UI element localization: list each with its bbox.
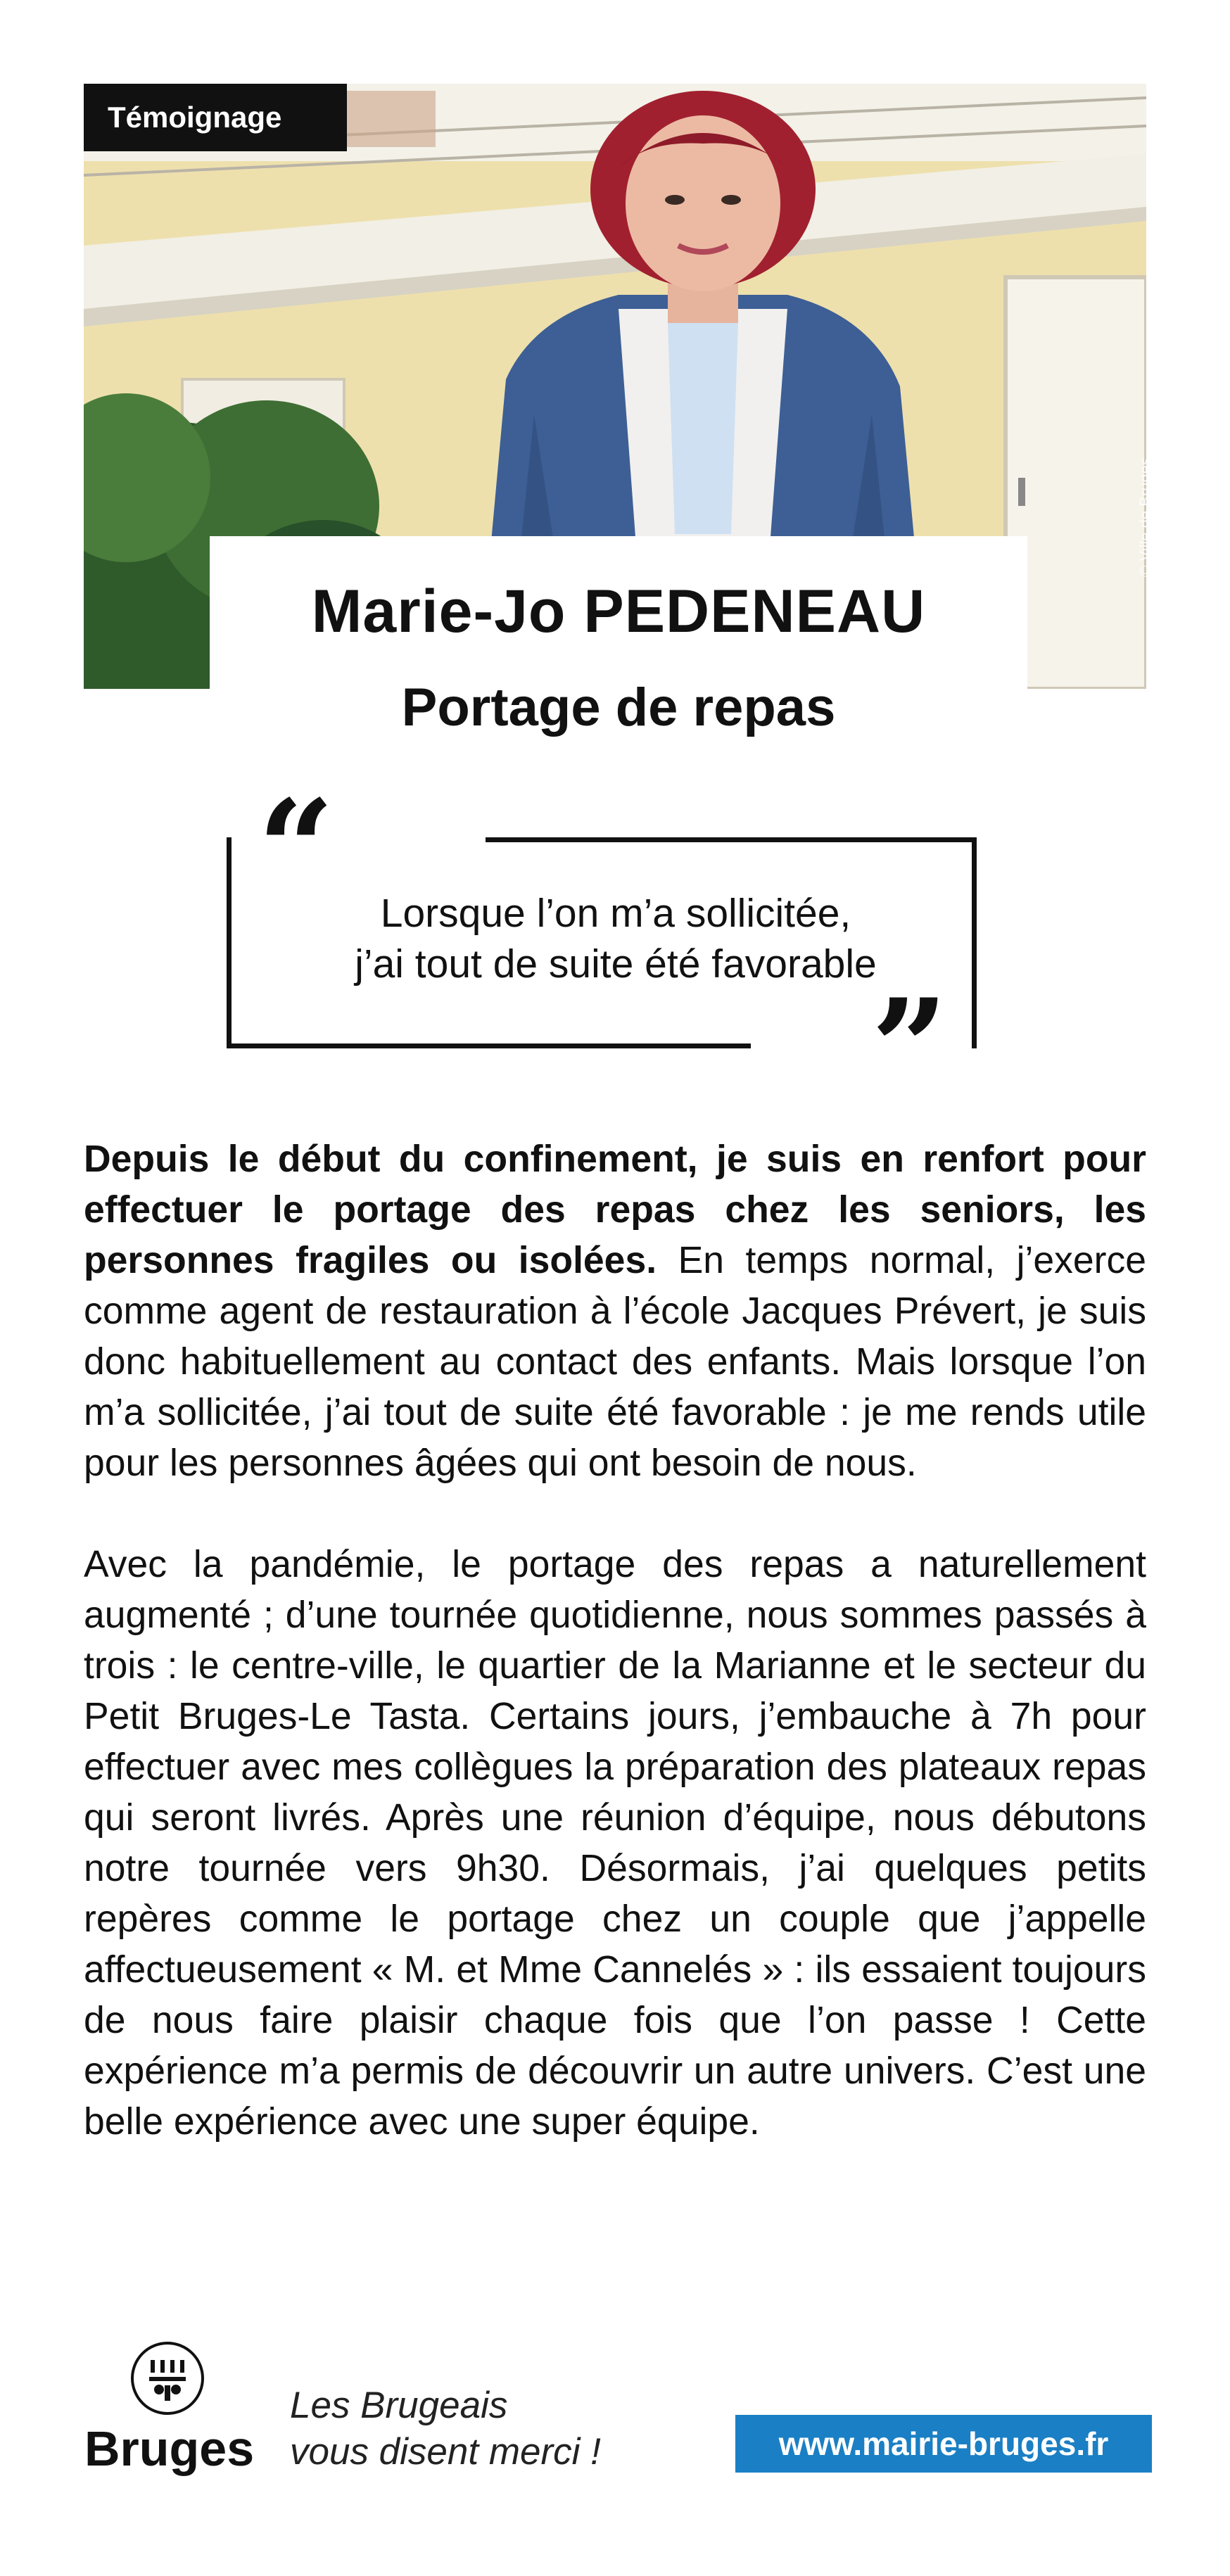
photo-credit: © Ville de Bruges <box>1136 457 1154 577</box>
paragraph-1 <box>84 1134 1146 1489</box>
thanks-message <box>290 2383 601 2475</box>
quote-border-top <box>486 837 977 842</box>
person-name: Marie-Jo PEDENEAU <box>311 578 926 645</box>
open-quote-mark: “ <box>258 770 335 927</box>
paragraph-1-text: En temps normal, j’exerce comme agent de restauration à l’école Jacques Prévert, je suis donc habituellement au contact des enfants. Mais lorsque l’on m’a sollicitée, j’ai tout de suite été favorable : je me rends utile pour les personnes âgées qui ont besoin de nous. <box>84 1240 1146 1484</box>
paragraph-1-lead: Depuis le début du confinement, je suis en renfort pour effectuer le portage des repas chez les seniors, les personnes fragiles ou isolées. <box>84 1138 1146 1281</box>
article-body <box>84 1134 1146 2198</box>
bruges-crest-icon <box>131 2342 204 2415</box>
thanks-line-2: vous disent merci ! <box>290 2431 601 2473</box>
bruges-logo-text: Bruges <box>84 2421 255 2476</box>
website-link[interactable]: www.mairie-bruges.fr <box>735 2415 1152 2473</box>
quote-line-1: Lorsque l’on m’a sollicitée, <box>380 891 851 936</box>
name-card <box>210 536 1027 747</box>
paragraph-2: Avec la pandémie, le portage des repas a naturellement augmenté ; d’une tournée quotidienne, nous sommes passés à trois : le centre-ville, le quartier de la Marianne et le secteur du Petit Bruges-Le Tasta. Certains jours, j’embauche à 7h pour effectuer avec mes collègues la préparation des plateaux repas qui seront livrés. Après une réunion d’équipe, nous débutons notre tournée vers 9h30. Désormais, j’ai quelques petits repères comme le portage chez un couple que j’appelle affectueusement « M. et Mme Cannelés » : ils essaient toujours de nous faire plaisir chaque fois que l’on passe ! Cette expérience m’a permis de découvrir un autre univers. C’est une belle expérience avec une super équipe. <box>84 1544 1146 2143</box>
quote-border-bottom <box>227 1043 751 1048</box>
person-role: Portage de repas <box>401 678 836 737</box>
quote-border-left <box>227 837 232 1048</box>
quote-line-2: j’ai tout de suite été favorable <box>355 941 877 986</box>
thanks-line-1: Les Brugeais <box>290 2385 508 2426</box>
close-quote-mark: ” <box>871 970 949 1127</box>
testimony-tag: Témoignage <box>84 84 347 151</box>
